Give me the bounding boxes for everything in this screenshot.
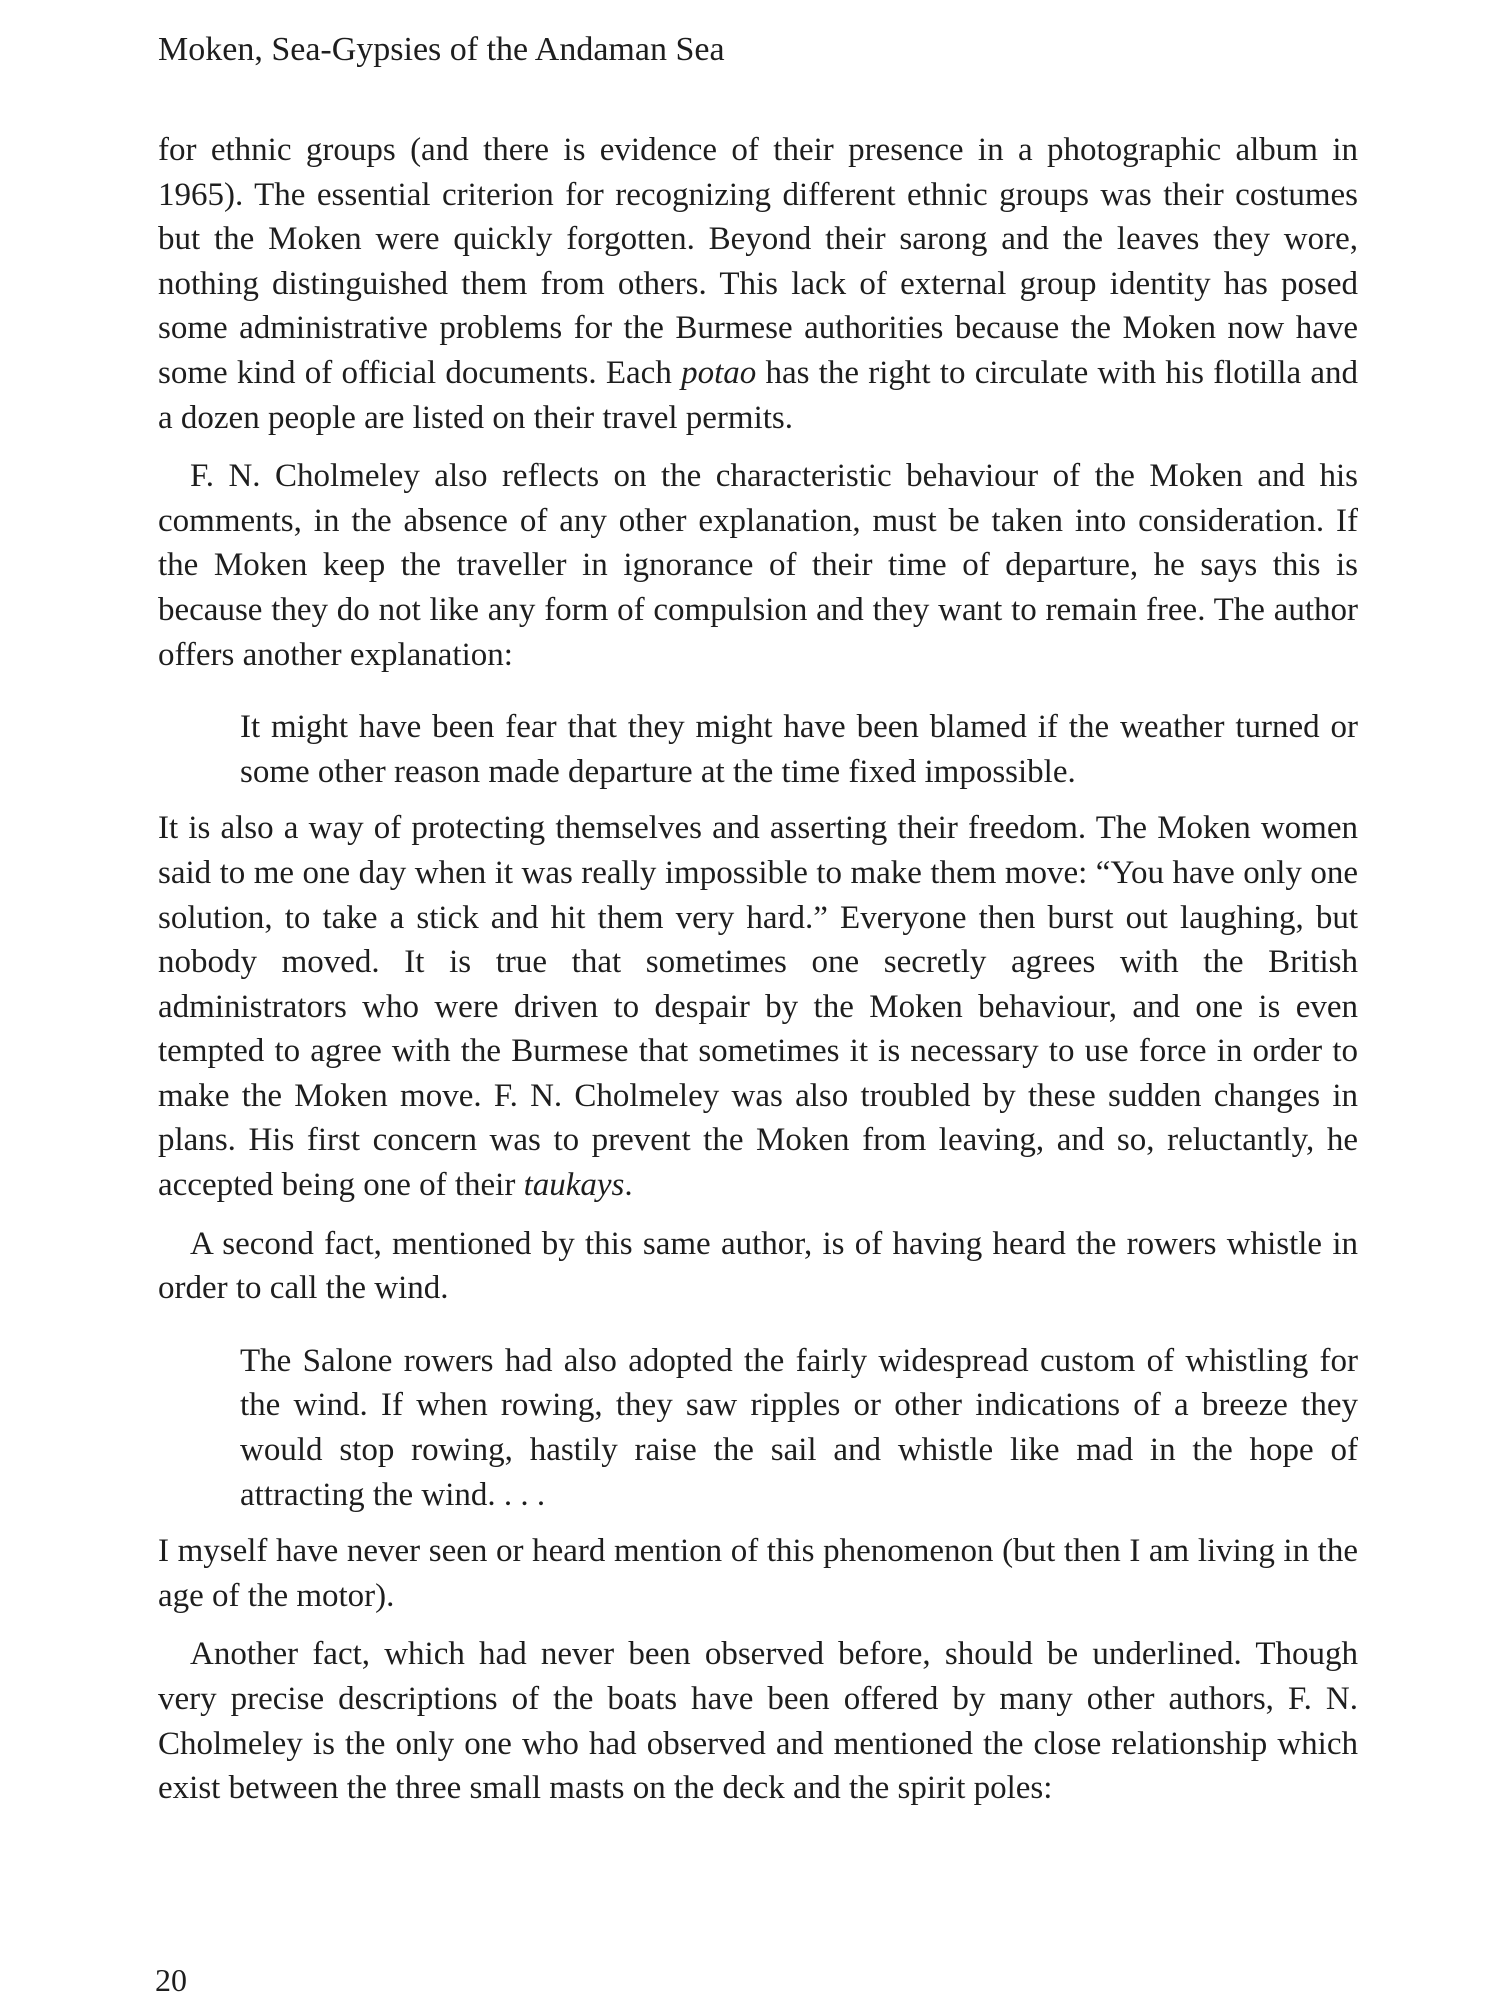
body-text	[158, 128, 1358, 1811]
italic-term-taukays: taukays	[523, 1167, 625, 1204]
paragraph-5: I myself have never seen or heard mention of this phenomenon (but then I am living in the age of the motor).	[158, 1533, 1358, 1614]
paragraph-2: F. N. Cholmeley also reflects on the characteristic behaviour of the Moken and his comments, in the absence of any other explanation, must be taken into consideration. If the Moken keep the traveller in ignorance of their time of departure, he says this is because they do not like any form of compulsion and they want to remain free. The author offers another explanation:	[158, 458, 1358, 673]
page-number: 20	[155, 1962, 187, 1998]
paragraph-6: Another fact, which had never been observed before, should be underlined. Though very precise descriptions of the boats have been offered by many other authors, F. N. Cholmeley is the only one who had observed and mentioned the close relationship which exist between the three small masts on the deck and the spirit poles:	[158, 1636, 1358, 1807]
italic-term-potao: potao	[681, 354, 757, 391]
block-quote-1: It might have been fear that they might have been blamed if the weather turned or some other reason made departure at the time fixed impossible.	[240, 709, 1358, 790]
running-head: Moken, Sea-Gypsies of the Andaman Sea	[158, 31, 725, 68]
paragraph-4: A second fact, mentioned by this same author, is of having heard the rowers whistle in order to call the wind.	[158, 1225, 1358, 1307]
paragraph-3: It is also a way of protecting themselves and asserting their freedom. The Moken women said to me one day when it was really impossible to make them move: “You have only one solution, to take a stick and hit them very hard.” Everyone then burst out laughing, but nobody moved. It is true that sometimes one secretly agrees with the British administrators who were driven to despair by the Moken behaviour, and one is even tempted to agree with the Burmese that sometimes it is necessary to use force in order to make the Moken move. F. N. Cholmeley was also troubled by these sudden changes in plans. His first concern was to prevent the Moken from leaving, and so, reluctantly, he accepted being one of their taukays.	[158, 810, 1358, 1204]
paragraph-1: for ethnic groups (and there is evidence of their presence in a photographic album in 1965). The essential criterion for recognizing different ethnic groups was their costumes but the Moken were quickly forgotten. Beyond their sarong and the leaves they wore, nothing distinguished them from others. This lack of external group identity has posed some administrative problems for the Burmese authorities because the Moken now have some kind of official documents. Each potao has the right to circulate with his flotilla and a dozen people are listed on their travel permits.	[158, 132, 1359, 436]
block-quote-2: The Salone rowers had also adopted the fairly widespread custom of whistling for the wind. If when rowing, they saw ripples or other indications of a breeze they would stop rowing, hastily raise the sail and whistle like mad in the hope of attracting the wind. . . .	[240, 1342, 1358, 1513]
